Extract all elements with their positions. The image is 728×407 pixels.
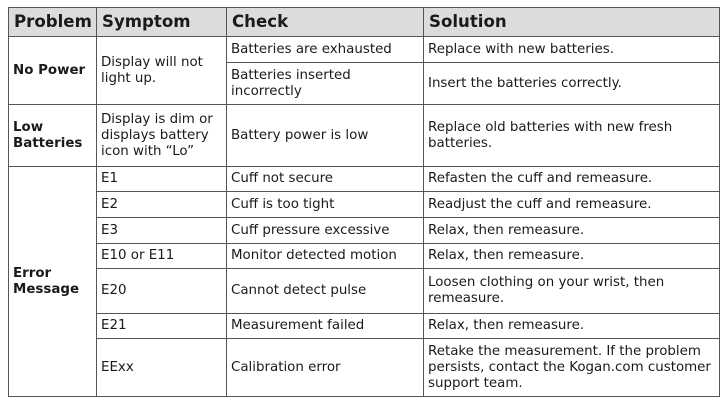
check-cell: Battery power is low (227, 105, 424, 167)
solution-cell: Refasten the cuff and remeasure. (424, 167, 720, 192)
error-code: E1 (97, 167, 227, 192)
error-code: E2 (97, 192, 227, 218)
error-code: E20 (97, 269, 227, 314)
header-row (9, 8, 720, 37)
check-cell: Cuff pressure excessive (227, 218, 424, 244)
error-code: E21 (97, 314, 227, 339)
check-cell: Calibration error (227, 339, 424, 397)
check-cell: Batteries inserted incorrectly (227, 63, 424, 105)
solution-cell: Replace old batteries with new fresh batteries. (424, 105, 720, 167)
symptom-no-power: Display will not light up. (97, 37, 227, 105)
solution-cell: Retake the measurement. If the problem persists, contact the Kogan.com customer support team. (424, 339, 720, 397)
header-check: Check (227, 8, 424, 37)
check-cell: Batteries are exhausted (227, 37, 424, 63)
table-row (9, 339, 720, 397)
solution-cell: Relax, then remeasure. (424, 218, 720, 244)
table-row (9, 105, 720, 167)
table-row (9, 37, 720, 63)
solution-cell: Relax, then remeasure. (424, 314, 720, 339)
header-solution: Solution (424, 8, 720, 37)
symptom-low-batteries: Display is dim or displays battery icon with “Lo” (97, 105, 227, 167)
error-code: E10 or E11 (97, 244, 227, 269)
error-code: EExx (97, 339, 227, 397)
solution-cell: Insert the batteries correctly. (424, 63, 720, 105)
table-row (9, 314, 720, 339)
problem-no-power: No Power (9, 37, 97, 105)
solution-cell: Replace with new batteries. (424, 37, 720, 63)
header-problem: Problem (9, 8, 97, 37)
header-symptom: Symptom (97, 8, 227, 37)
error-code: E3 (97, 218, 227, 244)
table-row (9, 269, 720, 314)
table-row (9, 244, 720, 269)
check-cell: Cuff not secure (227, 167, 424, 192)
solution-cell: Relax, then remeasure. (424, 244, 720, 269)
problem-error-message: Error Message (9, 167, 97, 397)
table-row (9, 167, 720, 192)
check-cell: Cuff is too tight (227, 192, 424, 218)
table-row (9, 192, 720, 218)
solution-cell: Readjust the cuff and remeasure. (424, 192, 720, 218)
check-cell: Cannot detect pulse (227, 269, 424, 314)
troubleshooting-table (8, 7, 720, 397)
table-row (9, 218, 720, 244)
check-cell: Monitor detected motion (227, 244, 424, 269)
solution-cell: Loosen clothing on your wrist, then remeasure. (424, 269, 720, 314)
problem-low-batteries: Low Batteries (9, 105, 97, 167)
check-cell: Measurement failed (227, 314, 424, 339)
